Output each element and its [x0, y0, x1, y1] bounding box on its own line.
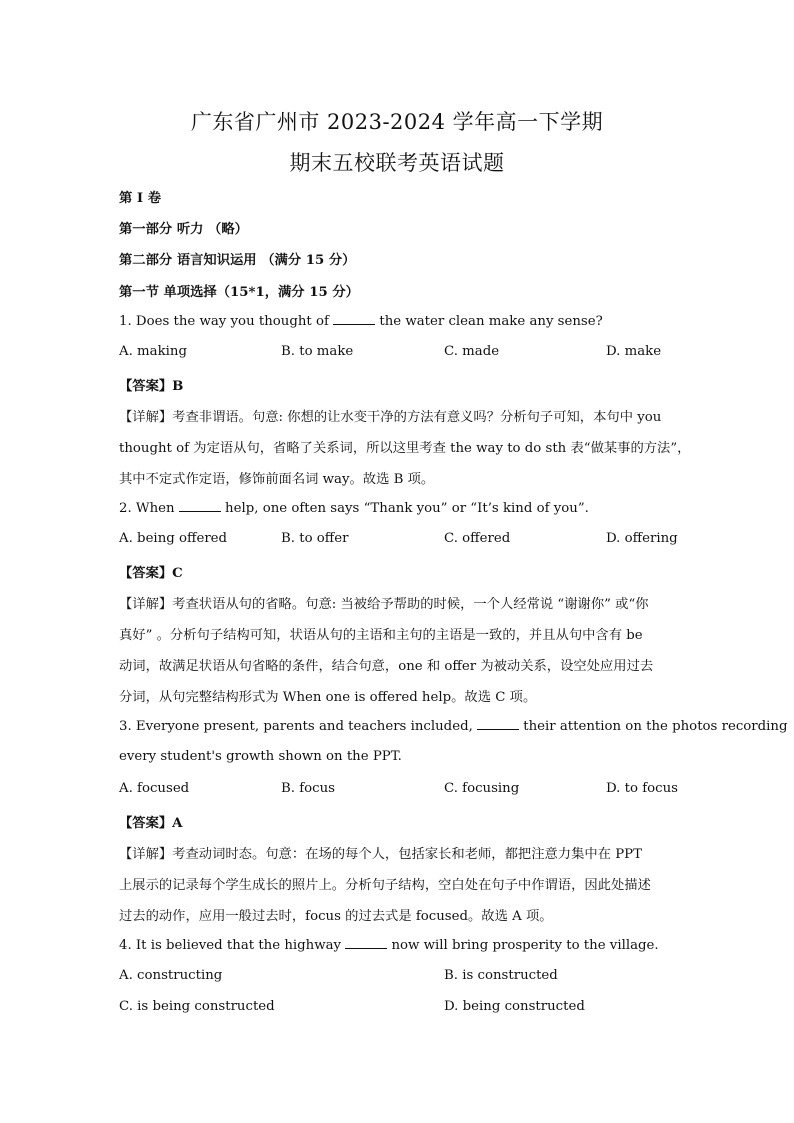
section1-heading: 第一节 单项选择（15*1，满分 15 分）: [119, 285, 359, 300]
explanation-line: 【详解】考查状语从句的省略。句意: 当被给予帮助的时候，一个人经常说 “谢谢你” 或“你: [119, 597, 649, 612]
document-title-line-2: 期末五校联考英语试题: [289, 151, 505, 175]
question-1-stem: [119, 313, 676, 329]
option-b: B. to offer: [281, 531, 349, 546]
option-c: C. is being constructed: [119, 999, 275, 1014]
question-stem-before: 2. When: [119, 501, 179, 516]
question-stem-after: the water clean make any sense?: [375, 314, 603, 329]
explanation-line: 分词，从句完整结构形式为 When one is offered help。故选 C 项。: [119, 690, 537, 705]
option-c: C. offered: [444, 531, 511, 546]
option-d: D. make: [606, 344, 662, 359]
option-a: A. making: [119, 344, 187, 359]
explanation-line: 过去的动作，应用一般过去时，focus 的过去式是 focused。故选 A 项。: [119, 909, 553, 924]
explanation-line: 【详解】考查动词时态。句意：在场的每个人，包括家长和老师，都把注意力集中在 PPT: [119, 847, 642, 862]
question-stem-after: now will bring prosperity to the village.: [387, 938, 659, 953]
document-title-line-1: 广东省广州市 2023-2024 学年高一下学期: [190, 110, 604, 134]
answer-label: 【答案】A: [119, 816, 183, 831]
question-2-stem: [119, 500, 676, 516]
option-c: C. focusing: [444, 781, 520, 796]
question-stem-before: 4. It is believed that the highway: [119, 938, 346, 953]
option-d: D. offering: [606, 531, 678, 546]
answer-blank: [345, 937, 387, 949]
question-stem-before: 1. Does the way you thought of: [119, 314, 334, 329]
option-b: B. focus: [281, 781, 335, 796]
explanation-line: 上展示的记录每个学生成长的照片上。分析句子结构，空白处在句子中作谓语，因此处描述: [119, 878, 651, 893]
question-stem-before: 3. Everyone present, parents and teachers included,: [119, 719, 478, 734]
option-a: A. focused: [119, 781, 190, 796]
option-d: D. to focus: [606, 781, 678, 796]
option-b: B. is constructed: [444, 968, 558, 983]
answer-blank: [477, 718, 519, 730]
option-b: B. to make: [281, 344, 354, 359]
question-4-stem: [119, 937, 676, 953]
question-3-stem-line-2: every student's growth shown on the PPT.: [119, 749, 402, 764]
explanation-line: thought of 为定语从句，省略了关系词，所以这里考查 the way to do sth 表“做某事的方法”，: [119, 441, 691, 456]
answer-blank: [179, 500, 221, 512]
explanation-line: 动词，故满足状语从句省略的条件，结合句意，one 和 offer 为被动关系，设空处应用过去: [119, 659, 654, 674]
part1-heading: 第一部分 听力 （略）: [119, 222, 248, 237]
question-stem-after: their attention on the photos recording: [519, 719, 788, 734]
option-c: C. made: [444, 344, 500, 359]
explanation-line: 真好” 。分析句子结构可知，状语从句的主语和主句的主语是一致的，并且从句中含有 be: [119, 628, 643, 643]
question-3-stem: [119, 718, 788, 734]
option-d: D. being constructed: [444, 999, 585, 1014]
volume-heading: 第 I 卷: [119, 191, 162, 206]
question-stem-after: help, one often says “Thank you” or “It’s kind of you”.: [220, 501, 589, 516]
explanation-line: 其中不定式作定语，修饰前面名词 way。故选 B 项。: [119, 472, 435, 487]
answer-blank: [333, 313, 375, 325]
answer-label: 【答案】C: [119, 566, 183, 581]
explanation-line: 【详解】考查非谓语。句意: 你想的让水变干净的方法有意义吗？分析句子可知，本句中 you: [119, 410, 662, 425]
answer-label: 【答案】B: [119, 379, 184, 394]
option-a: A. being offered: [119, 531, 228, 546]
part2-heading: 第二部分 语言知识运用 （满分 15 分）: [119, 253, 356, 268]
option-a: A. constructing: [119, 968, 223, 983]
